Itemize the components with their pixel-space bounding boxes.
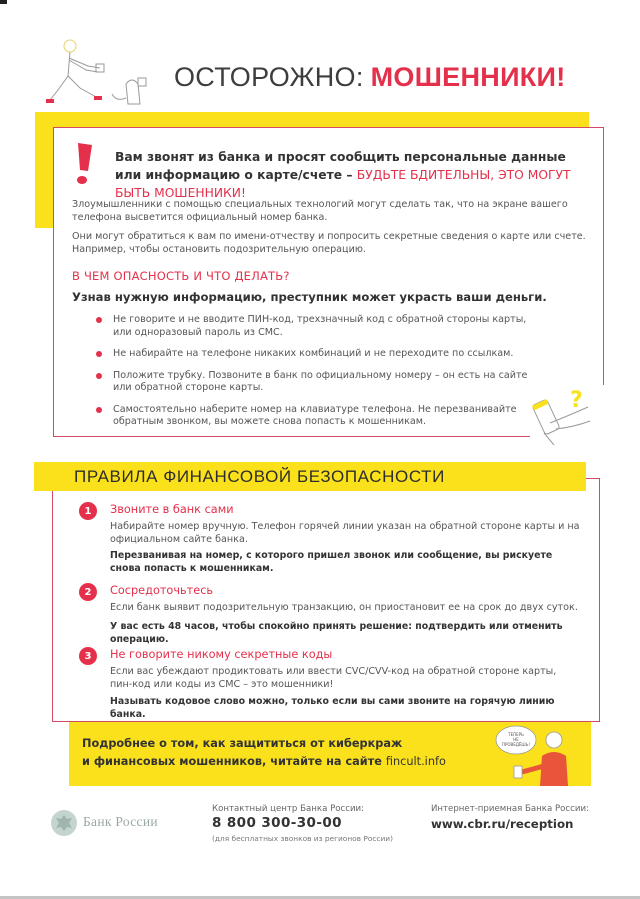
rules-title: ПРАВИЛА ФИНАНСОВОЙ БЕЗОПАСНОСТИ bbox=[74, 467, 445, 486]
tip-text: Не говорите и не вводите ПИН-код, трехзначный код с обратной стороны карты, или одноразовый пароль из СМС. bbox=[113, 314, 527, 338]
more-info-line-2: и финансовых мошенников, читайте на сайте bbox=[82, 755, 386, 768]
tips-list bbox=[94, 314, 534, 438]
svg-text:?: ? bbox=[570, 388, 583, 413]
bullet-icon bbox=[96, 317, 102, 323]
info-paragraph: Они могут обратиться к вам по имени-отчеству и попросить секретные сведения о карте или счете. Например, чтобы остановить подозрительную операцию. bbox=[72, 231, 586, 255]
footer bbox=[0, 800, 640, 860]
phone-question-illustration bbox=[530, 385, 605, 445]
fincult-link[interactable]: fincult.info bbox=[385, 755, 446, 768]
web-reception-link[interactable]: www.cbr.ru/reception bbox=[431, 817, 574, 831]
rules-banner bbox=[34, 462, 586, 491]
more-info-banner bbox=[69, 722, 591, 786]
rule-title: Звоните в банк сами bbox=[110, 503, 234, 516]
exclamation-icon bbox=[75, 142, 95, 188]
tip-item bbox=[94, 348, 534, 361]
tip-text: Положите трубку. Позвоните в банк по официальному номеру – он есть на сайте или обратной стороне карты. bbox=[113, 369, 528, 393]
contact-note: (для бесплатных звонков из регионов России) bbox=[212, 834, 393, 843]
page-title bbox=[174, 62, 566, 93]
rule-number-badge: 2 bbox=[79, 583, 97, 601]
tip-text: Самостоятельно наберите номер на клавиатуре телефона. Не перезванивайте обратным звонком, вы можете снова попасть к мошенникам. bbox=[113, 403, 517, 427]
rule-note: Перезванивая на номер, с которого пришел звонок или сообщение, вы рискуете снова попасть к мошенникам. bbox=[110, 550, 553, 574]
more-info-line-1: Подробнее о том, как защититься от киберкраж bbox=[82, 737, 403, 750]
bank-name: Банк России bbox=[83, 814, 158, 829]
bullet-icon bbox=[96, 407, 102, 413]
man-and-cat-illustration bbox=[40, 38, 170, 114]
rule-number-badge: 1 bbox=[79, 502, 97, 520]
svg-text:ПРОВЕДЁШЬ!: ПРОВЕДЁШЬ! bbox=[501, 742, 531, 747]
tip-item bbox=[94, 404, 534, 429]
rule-title: Не говорите никому секретные коды bbox=[110, 648, 333, 661]
contact-phone[interactable]: 8 800 300-30-00 bbox=[212, 815, 342, 831]
more-info-text bbox=[82, 735, 462, 771]
warning-card bbox=[53, 127, 604, 437]
title-accent: МОШЕННИКИ! bbox=[370, 62, 566, 92]
danger-subheading: Узнав нужную информацию, преступник может украсть ваши деньги. bbox=[72, 290, 547, 304]
bullet-icon bbox=[96, 373, 102, 379]
rule-title: Сосредоточьтесь bbox=[110, 584, 214, 597]
rule-number-badge: 3 bbox=[79, 647, 97, 665]
alert-intro: Вам звонят из банка и просят сообщить персональные данные или информацию о карте/счете – bbox=[115, 150, 566, 182]
alert-warning: БУДЬТЕ БДИТЕЛЬНЫ, ЭТО МОГУТ БЫТЬ МОШЕННИКИ! bbox=[115, 168, 571, 200]
svg-text:ТЕПЕРЬ: ТЕПЕРЬ bbox=[508, 732, 524, 737]
rule-note: У вас есть 48 часов, чтобы спокойно принять решение: подтвердить или отменить операцию. bbox=[110, 621, 563, 645]
contact-center-label: Контактный центр Банка России: bbox=[212, 804, 365, 814]
svg-text:НЕ: НЕ bbox=[513, 737, 519, 742]
scan-corner-mark bbox=[0, 0, 7, 4]
rule-description: Если банк выявит подозрительную транзакцию, он приостановит ее на срок до двух суток. bbox=[110, 602, 578, 613]
bullet-icon bbox=[96, 351, 102, 357]
rule-description: Если вас убеждают продиктовать или ввести CVC/CVV-код на обратной стороне карты, пин-код или коды из СМС – это мошенники! bbox=[110, 666, 557, 690]
tip-item bbox=[94, 314, 534, 339]
tip-text: Не набирайте на телефоне никаких комбинаций и не переходите по ссылкам. bbox=[113, 348, 514, 359]
rule-note: Называть кодовое слово можно, только если вы сами звоните на горячую линию банка. bbox=[110, 696, 555, 720]
tip-item bbox=[94, 370, 534, 395]
man-speech-bubble-illustration bbox=[492, 722, 587, 786]
alert-message bbox=[115, 148, 595, 202]
title-prefix: ОСТОРОЖНО: bbox=[174, 62, 364, 92]
rules-card-top-edge bbox=[586, 478, 600, 479]
web-reception-label: Интернет-приемная Банка России: bbox=[431, 804, 589, 814]
danger-heading: В ЧЕМ ОПАСНОСТЬ И ЧТО ДЕЛАТЬ? bbox=[72, 269, 290, 283]
info-paragraph: Злоумышленники с помощью специальных технологий могут сделать так, что на экране вашего телефона высветится официальный номер банка. bbox=[72, 199, 568, 223]
bank-of-russia-eagle-icon bbox=[50, 809, 78, 837]
rule-description: Набирайте номер вручную. Телефон горячей линии указан на обратной стороне карты и на официальном сайте банка. bbox=[110, 521, 580, 545]
